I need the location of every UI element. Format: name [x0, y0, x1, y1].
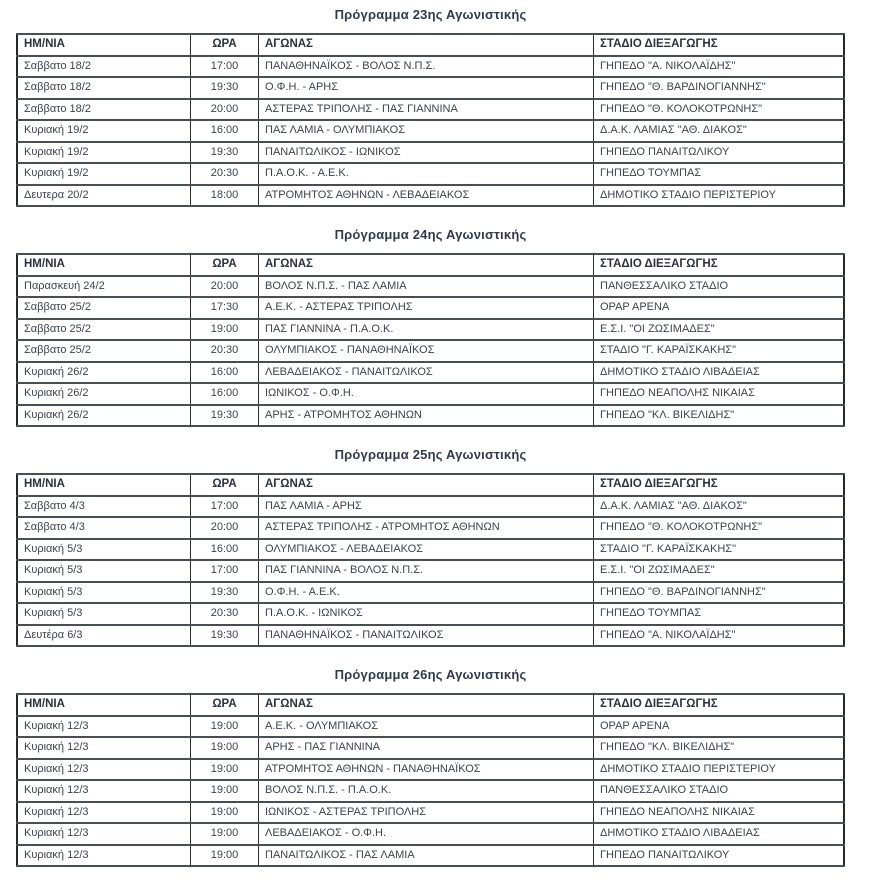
table-row — [17, 405, 844, 427]
date-cell: Κυριακή 26/2 — [17, 383, 191, 405]
stadium-cell: ΔΗΜΟΤΙΚΟ ΣΤΑΔΙΟ ΠΕΡΙΣΤΕΡΙΟΥ — [594, 759, 845, 781]
table-row — [17, 737, 844, 759]
date-cell: Κυριακή 12/3 — [17, 737, 191, 759]
stadium-cell: Δ.Α.Κ. ΛΑΜΙΑΣ "ΑΘ. ΔΙΑΚΟΣ" — [594, 496, 845, 518]
time-cell: 19:00 — [191, 737, 259, 759]
column-header-match: ΑΓΩΝΑΣ — [259, 254, 594, 276]
matchday-section — [0, 227, 880, 427]
date-cell: Σαββατο 18/2 — [17, 77, 191, 99]
fixtures-table — [16, 253, 845, 427]
stadium-cell: ΓΗΠΕΔΟ "Θ. ΒΑΡΔΙΝΟΓΙΑΝΝΗΣ" — [594, 582, 845, 604]
time-cell: 19:30 — [191, 625, 259, 647]
table-row — [17, 517, 844, 539]
stadium-cell: OPAP APENA — [594, 716, 845, 738]
date-cell: Κυριακή 19/2 — [17, 142, 191, 164]
matchday-title: Πρόγραμμα 24ης Αγωνιστικής — [334, 227, 527, 242]
table-row — [17, 625, 844, 647]
date-cell: Κυριακή 5/3 — [17, 603, 191, 625]
column-header-stadium: ΣΤΑΔΙΟ ΔΙΕΞΑΓΩΓΗΣ — [594, 694, 845, 716]
stadium-cell: ΓΗΠΕΔΟ ΤΟΥΜΠΑΣ — [594, 163, 845, 185]
match-cell: ΠΑΝΑΙΤΩΛΙΚΟΣ - ΠΑΣ ΛΑΜΙΑ — [259, 845, 594, 867]
column-header-date: ΗΜ/ΝΙΑ — [17, 34, 191, 56]
table-row — [17, 845, 844, 867]
column-header-date: ΗΜ/ΝΙΑ — [17, 694, 191, 716]
stadium-cell: ΔΗΜΟΤΙΚΟ ΣΤΑΔΙΟ ΛΙΒΑΔΕΙΑΣ — [594, 823, 845, 845]
date-cell: Δευτέρα 6/3 — [17, 625, 191, 647]
table-row — [17, 496, 844, 518]
column-header-time: ΩΡΑ — [191, 474, 259, 496]
match-cell: ΠΑΣ ΛΑΜΙΑ - ΟΛΥΜΠΙΑΚΟΣ — [259, 120, 594, 142]
time-cell: 19:00 — [191, 319, 259, 341]
time-cell: 17:30 — [191, 297, 259, 319]
match-cell: ΠΑΣ ΓΙΑΝΝΙΝΑ - Π.Α.Ο.Κ. — [259, 319, 594, 341]
time-cell: 19:00 — [191, 823, 259, 845]
table-row — [17, 56, 844, 78]
match-cell: ΛΕΒΑΔΕΙΑΚΟΣ - ΠΑΝΑΙΤΩΛΙΚΟΣ — [259, 362, 594, 384]
matchday-section — [0, 447, 880, 647]
table-row — [17, 823, 844, 845]
time-cell: 18:00 — [191, 185, 259, 207]
match-cell: ΙΩΝΙΚΟΣ - Ο.Φ.Η. — [259, 383, 594, 405]
date-cell: Σαββατο 4/3 — [17, 517, 191, 539]
match-cell: ΑΤΡΟΜΗΤΟΣ ΑΘΗΝΩΝ - ΠΑΝΑΘΗΝΑΪΚΟΣ — [259, 759, 594, 781]
date-cell: Κυριακή 19/2 — [17, 120, 191, 142]
date-cell: Παρασκευή 24/2 — [17, 276, 191, 298]
column-header-stadium: ΣΤΑΔΙΟ ΔΙΕΞΑΓΩΓΗΣ — [594, 34, 845, 56]
matchday-title: Πρόγραμμα 23ης Αγωνιστικής — [334, 7, 527, 22]
stadium-cell: ΣΤΑΔΙΟ "Γ. ΚΑΡΑΪΣΚΑΚΗΣ" — [594, 340, 845, 362]
time-cell: 20:00 — [191, 276, 259, 298]
date-cell: Κυριακή 26/2 — [17, 405, 191, 427]
time-cell: 19:00 — [191, 780, 259, 802]
column-header-time: ΩΡΑ — [191, 254, 259, 276]
column-header-time: ΩΡΑ — [191, 34, 259, 56]
time-cell: 19:30 — [191, 405, 259, 427]
date-cell: Δευτερα 20/2 — [17, 185, 191, 207]
match-cell: ΑΣΤΕΡΑΣ ΤΡΙΠΟΛΗΣ - ΑΤΡΟΜΗΤΟΣ ΑΘΗΝΩΝ — [259, 517, 594, 539]
stadium-cell: ΓΗΠΕΔΟ ΠΑΝΑΙΤΩΛΙΚΟΥ — [594, 845, 845, 867]
date-cell: Κυριακή 5/3 — [17, 560, 191, 582]
match-cell: Α.Ε.Κ. - ΑΣΤΕΡΑΣ ΤΡΙΠΟΛΗΣ — [259, 297, 594, 319]
time-cell: 16:00 — [191, 120, 259, 142]
date-cell: Κυριακή 12/3 — [17, 716, 191, 738]
date-cell: Κυριακή 5/3 — [17, 582, 191, 604]
stadium-cell: ΓΗΠΕΔΟ ΤΟΥΜΠΑΣ — [594, 603, 845, 625]
stadium-cell: ΓΗΠΕΔΟ ΝΕΑΠΟΛΗΣ ΝΙΚΑΙΑΣ — [594, 383, 845, 405]
matchday-section — [0, 667, 880, 867]
column-header-date: ΗΜ/ΝΙΑ — [17, 254, 191, 276]
match-cell: ΠΑΣ ΓΙΑΝΝΙΝΑ - ΒΟΛΟΣ Ν.Π.Σ. — [259, 560, 594, 582]
table-row — [17, 120, 844, 142]
table-row — [17, 77, 844, 99]
stadium-cell: ΓΗΠΕΔΟ ΝΕΑΠΟΛΗΣ ΝΙΚΑΙΑΣ — [594, 802, 845, 824]
column-header-match: ΑΓΩΝΑΣ — [259, 34, 594, 56]
table-row — [17, 340, 844, 362]
time-cell: 19:00 — [191, 802, 259, 824]
stadium-cell: ΔΗΜΟΤΙΚΟ ΣΤΑΔΙΟ ΛΙΒΑΔΕΙΑΣ — [594, 362, 845, 384]
table-row — [17, 802, 844, 824]
column-header-match: ΑΓΩΝΑΣ — [259, 694, 594, 716]
date-cell: Κυριακή 12/3 — [17, 759, 191, 781]
time-cell: 17:00 — [191, 560, 259, 582]
stadium-cell: ΣΤΑΔΙΟ "Γ. ΚΑΡΑΪΣΚΑΚΗΣ" — [594, 539, 845, 561]
stadium-cell: ΓΗΠΕΔΟ "ΚΛ. ΒΙΚΕΛΙΔΗΣ" — [594, 405, 845, 427]
match-cell: Ο.Φ.Η. - ΑΡΗΣ — [259, 77, 594, 99]
table-row — [17, 297, 844, 319]
table-row — [17, 560, 844, 582]
column-header-date: ΗΜ/ΝΙΑ — [17, 474, 191, 496]
time-cell: 16:00 — [191, 539, 259, 561]
table-row — [17, 759, 844, 781]
match-cell: Π.Α.Ο.Κ. - Α.Ε.Κ. — [259, 163, 594, 185]
stadium-cell: ΓΗΠΕΔΟ "Α. ΝΙΚΟΛΑΪΔΗΣ" — [594, 56, 845, 78]
table-row — [17, 716, 844, 738]
time-cell: 16:00 — [191, 383, 259, 405]
match-cell: ΟΛΥΜΠΙΑΚΟΣ - ΠΑΝΑΘΗΝΑΪΚΟΣ — [259, 340, 594, 362]
matchday-section — [0, 7, 880, 207]
date-cell: Σαββατο 18/2 — [17, 56, 191, 78]
time-cell: 17:00 — [191, 56, 259, 78]
date-cell: Σαββατο 4/3 — [17, 496, 191, 518]
date-cell: Κυριακή 5/3 — [17, 539, 191, 561]
match-cell: ΒΟΛΟΣ Ν.Π.Σ. - Π.Α.Ο.Κ. — [259, 780, 594, 802]
header-row — [17, 474, 844, 496]
match-cell: Ο.Φ.Η. - Α.Ε.Κ. — [259, 582, 594, 604]
stadium-cell: ΓΗΠΕΔΟ "Θ. ΚΟΛΟΚΟΤΡΩΝΗΣ" — [594, 99, 845, 121]
match-cell: Α.Ε.Κ. - ΟΛΥΜΠΙΑΚΟΣ — [259, 716, 594, 738]
time-cell: 20:30 — [191, 603, 259, 625]
time-cell: 20:30 — [191, 340, 259, 362]
time-cell: 19:00 — [191, 716, 259, 738]
date-cell: Σαββατο 25/2 — [17, 319, 191, 341]
time-cell: 16:00 — [191, 362, 259, 384]
stadium-cell: ΓΗΠΕΔΟ "Θ. ΚΟΛΟΚΟΤΡΩΝΗΣ" — [594, 517, 845, 539]
time-cell: 20:00 — [191, 99, 259, 121]
table-row — [17, 276, 844, 298]
date-cell: Κυριακή 12/3 — [17, 780, 191, 802]
header-row — [17, 254, 844, 276]
fixtures-table — [16, 473, 845, 647]
stadium-cell: ΓΗΠΕΔΟ "Α. ΝΙΚΟΛΑΪΔΗΣ" — [594, 625, 845, 647]
fixtures-table — [16, 693, 845, 867]
stadium-cell: Ε.Σ.Ι. "ΟΙ ΖΩΣΙΜΑΔΕΣ" — [594, 319, 845, 341]
match-cell: ΛΕΒΑΔΕΙΑΚΟΣ - Ο.Φ.Η. — [259, 823, 594, 845]
table-row — [17, 319, 844, 341]
table-row — [17, 163, 844, 185]
matchday-title: Πρόγραμμα 26ης Αγωνιστικής — [334, 667, 527, 682]
time-cell: 17:00 — [191, 496, 259, 518]
time-cell: 19:00 — [191, 845, 259, 867]
date-cell: Κυριακή 19/2 — [17, 163, 191, 185]
stadium-cell: ΓΗΠΕΔΟ "Θ. ΒΑΡΔΙΝΟΓΙΑΝΝΗΣ" — [594, 77, 845, 99]
table-row — [17, 539, 844, 561]
time-cell: 19:30 — [191, 142, 259, 164]
table-row — [17, 780, 844, 802]
header-row — [17, 34, 844, 56]
stadium-cell: Ε.Σ.Ι. "ΟΙ ΖΩΣΙΜΑΔΕΣ" — [594, 560, 845, 582]
match-cell: ΙΩΝΙΚΟΣ - ΑΣΤΕΡΑΣ ΤΡΙΠΟΛΗΣ — [259, 802, 594, 824]
column-header-time: ΩΡΑ — [191, 694, 259, 716]
fixtures-table — [16, 33, 845, 207]
sections-container — [0, 7, 880, 867]
table-row — [17, 383, 844, 405]
match-cell: ΑΡΗΣ - ΠΑΣ ΓΙΑΝΝΙΝΑ — [259, 737, 594, 759]
match-cell: ΒΟΛΟΣ Ν.Π.Σ. - ΠΑΣ ΛΑΜΙΑ — [259, 276, 594, 298]
match-cell: ΑΤΡΟΜΗΤΟΣ ΑΘΗΝΩΝ - ΛΕΒΑΔΕΙΑΚΟΣ — [259, 185, 594, 207]
stadium-cell: ΠΑΝΘΕΣΣΑΛΙΚΟ ΣΤΑΔΙΟ — [594, 780, 845, 802]
matchday-title: Πρόγραμμα 25ης Αγωνιστικής — [334, 447, 527, 462]
time-cell: 19:00 — [191, 759, 259, 781]
column-header-stadium: ΣΤΑΔΙΟ ΔΙΕΞΑΓΩΓΗΣ — [594, 254, 845, 276]
stadium-cell: Δ.Α.Κ. ΛΑΜΙΑΣ "ΑΘ. ΔΙΑΚΟΣ" — [594, 120, 845, 142]
column-header-stadium: ΣΤΑΔΙΟ ΔΙΕΞΑΓΩΓΗΣ — [594, 474, 845, 496]
stadium-cell: ΓΗΠΕΔΟ ΠΑΝΑΙΤΩΛΙΚΟΥ — [594, 142, 845, 164]
table-row — [17, 185, 844, 207]
match-cell: ΑΡΗΣ - ΑΤΡΟΜΗΤΟΣ ΑΘΗΝΩΝ — [259, 405, 594, 427]
date-cell: Κυριακή 12/3 — [17, 845, 191, 867]
date-cell: Σαββατο 25/2 — [17, 340, 191, 362]
table-row — [17, 603, 844, 625]
time-cell: 19:30 — [191, 582, 259, 604]
match-cell: ΠΑΝΑΘΗΝΑΪΚΟΣ - ΒΟΛΟΣ Ν.Π.Σ. — [259, 56, 594, 78]
date-cell: Σαββατο 18/2 — [17, 99, 191, 121]
match-cell: ΠΑΝΑΙΤΩΛΙΚΟΣ - ΙΩΝΙΚΟΣ — [259, 142, 594, 164]
match-cell: ΟΛΥΜΠΙΑΚΟΣ - ΛΕΒΑΔΕΙΑΚΟΣ — [259, 539, 594, 561]
stadium-cell: ΓΗΠΕΔΟ "ΚΛ. ΒΙΚΕΛΙΔΗΣ" — [594, 737, 845, 759]
column-header-match: ΑΓΩΝΑΣ — [259, 474, 594, 496]
date-cell: Κυριακή 12/3 — [17, 802, 191, 824]
stadium-cell: ΠΑΝΘΕΣΣΑΛΙΚΟ ΣΤΑΔΙΟ — [594, 276, 845, 298]
date-cell: Κυριακή 26/2 — [17, 362, 191, 384]
match-cell: ΠΑΣ ΛΑΜΙΑ - ΑΡΗΣ — [259, 496, 594, 518]
stadium-cell: ΔΗΜΟΤΙΚΟ ΣΤΑΔΙΟ ΠΕΡΙΣΤΕΡΙΟΥ — [594, 185, 845, 207]
header-row — [17, 694, 844, 716]
time-cell: 20:30 — [191, 163, 259, 185]
date-cell: Κυριακή 12/3 — [17, 823, 191, 845]
time-cell: 20:00 — [191, 517, 259, 539]
stadium-cell: OPAP APENA — [594, 297, 845, 319]
match-cell: ΠΑΝΑΘΗΝΑΪΚΟΣ - ΠΑΝΑΙΤΩΛΙΚΟΣ — [259, 625, 594, 647]
time-cell: 19:30 — [191, 77, 259, 99]
match-cell: ΑΣΤΕΡΑΣ ΤΡΙΠΟΛΗΣ - ΠΑΣ ΓΙΑΝΝΙΝΑ — [259, 99, 594, 121]
table-row — [17, 99, 844, 121]
table-row — [17, 142, 844, 164]
table-row — [17, 362, 844, 384]
table-row — [17, 582, 844, 604]
match-cell: Π.Α.Ο.Κ. - ΙΩΝΙΚΟΣ — [259, 603, 594, 625]
date-cell: Σαββατο 25/2 — [17, 297, 191, 319]
